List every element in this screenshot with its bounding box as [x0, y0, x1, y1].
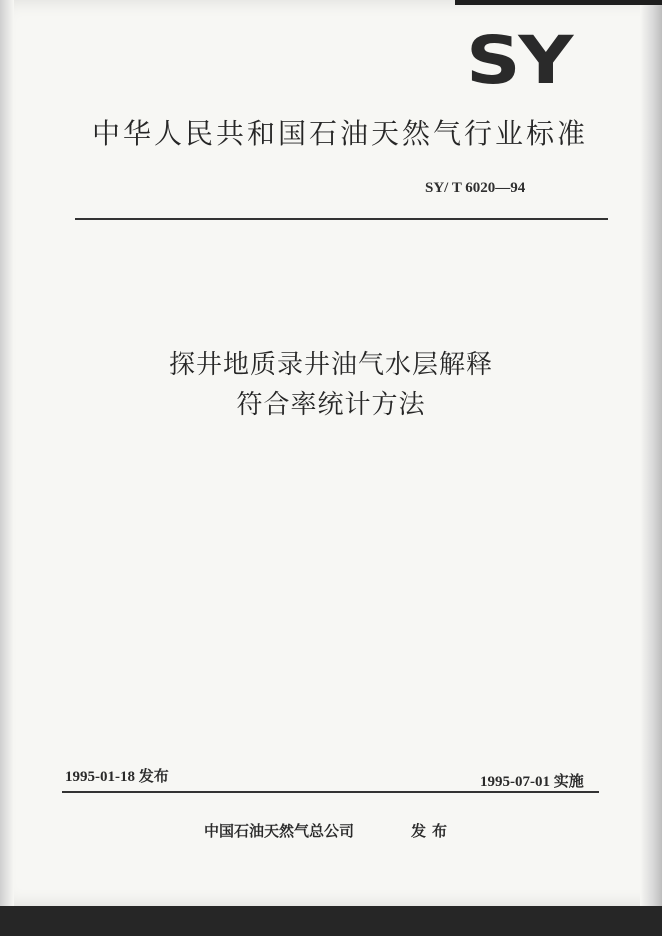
page-left-edge	[0, 0, 14, 906]
scan-bottom-border	[0, 906, 662, 936]
header-title: 中华人民共和国石油天然气行业标准	[92, 117, 589, 150]
issue-date: 1995-01-18 发布	[65, 769, 169, 785]
page-right-edge	[640, 0, 662, 906]
document-title-line1: 探井地质录井油气水层解释	[168, 350, 493, 380]
scan-top-edge	[455, 0, 662, 5]
standard-code: SY/ T 6020—94	[425, 180, 526, 196]
implementation-date: 1995-07-01 实施	[480, 774, 584, 790]
publisher-name: 中国石油天然气总公司	[204, 822, 355, 840]
publish-label: 发布	[411, 822, 454, 840]
sy-logo: SY	[466, 22, 572, 99]
top-divider	[75, 218, 608, 220]
bottom-divider	[62, 791, 599, 793]
document-title-line2: 符合率统计方法	[236, 390, 426, 420]
